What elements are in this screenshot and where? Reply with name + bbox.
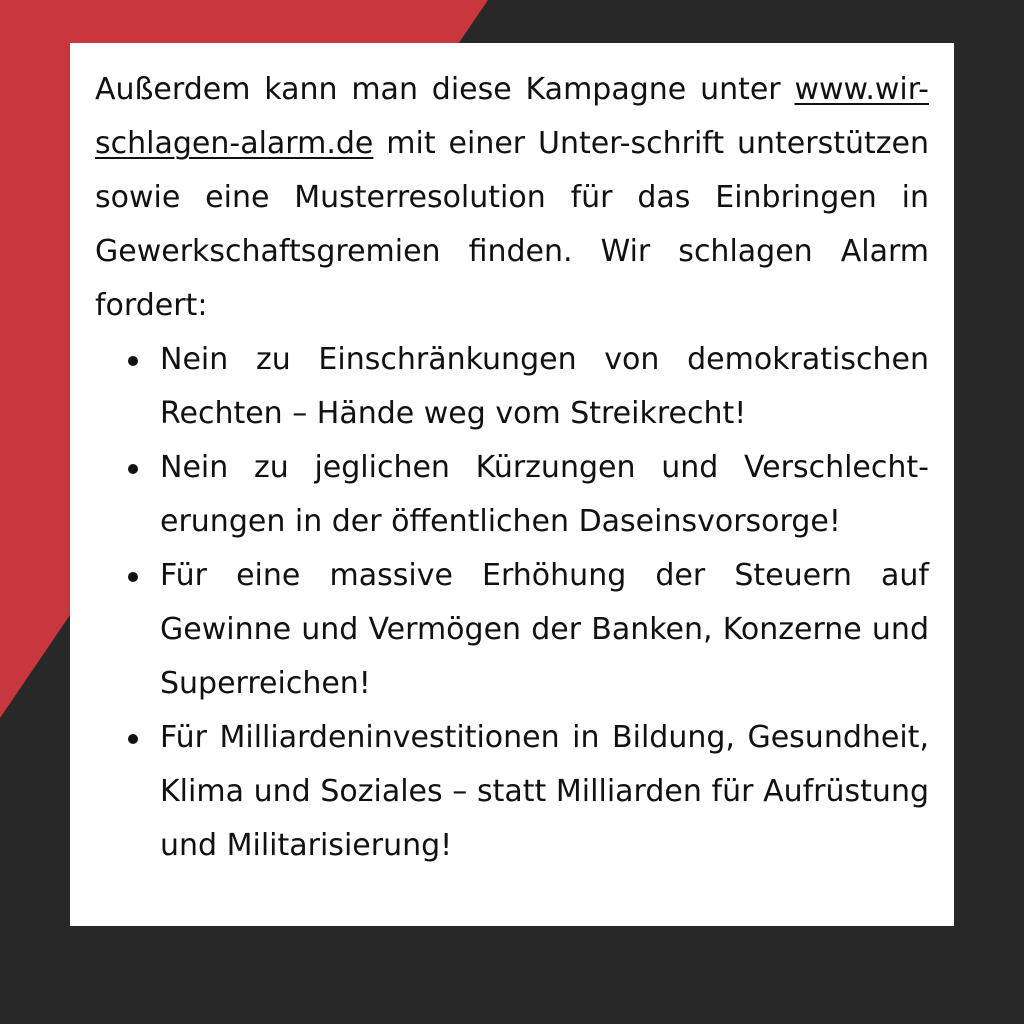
demand-item [160,441,929,549]
demand-text: Für eine massive Erhöhung der Steuern auf Gewinne und Vermögen der Banken, Konzerne und Superreichen! [160,558,929,701]
intro-text-after-link: mit einer Unter-schrift unterstützen sowie eine Musterresolution für das Einbringen in Gewerkschaftsgremien finden. Wir schlagen Alarm fordert: [95,126,929,323]
demand-text: Nein zu jeglichen Kürzungen und Verschlecht-erungen in der öffentlichen Daseinsvorsorge! [160,450,929,539]
intro-text-before-link: Außerdem kann man diese Kampagne unter [95,72,795,107]
demand-item [160,333,929,441]
campaign-link[interactable]: www.wir-schlagen-alarm.de [95,72,929,161]
card-content [95,63,929,873]
demand-item [160,549,929,711]
intro-paragraph [95,63,929,333]
demands-list [95,333,929,873]
bullet-icon [128,572,138,582]
bullet-icon [128,464,138,474]
text-card [70,43,954,926]
demand-item [160,711,929,873]
demand-text: Für Milliardeninvestitionen in Bildung, Gesundheit, Klima und Soziales – statt Milliarden für Aufrüstung und Militarisierung! [160,720,929,863]
demand-text: Nein zu Einschränkungen von demokratischen Rechten – Hände weg vom Streikrecht! [160,342,929,431]
bullet-icon [128,734,138,744]
bullet-icon [128,356,138,366]
